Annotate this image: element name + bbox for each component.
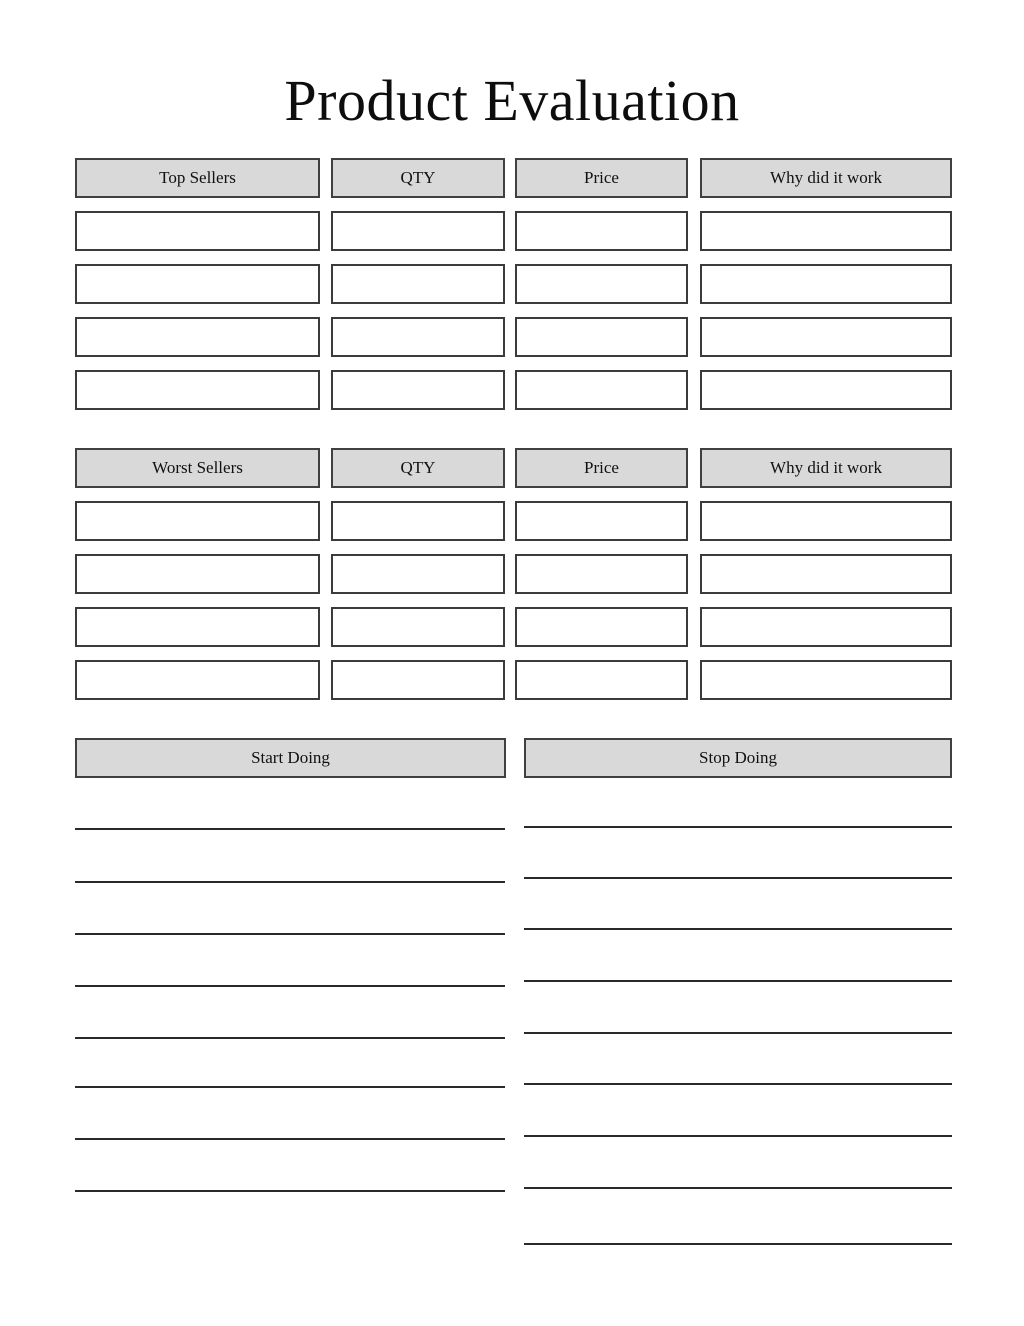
cell-qty[interactable] — [331, 264, 505, 304]
cell-price[interactable] — [515, 607, 688, 647]
cell-why-did-it-work[interactable] — [700, 370, 952, 410]
stop-doing-line[interactable] — [524, 1135, 952, 1137]
stop-doing-line[interactable] — [524, 928, 952, 930]
stop-doing-line[interactable] — [524, 877, 952, 879]
table-header-row — [75, 158, 952, 198]
table-row — [75, 607, 952, 647]
column-header-qty: QTY — [331, 158, 505, 198]
cell-price[interactable] — [515, 554, 688, 594]
cell-why-did-it-work[interactable] — [700, 660, 952, 700]
cell-price[interactable] — [515, 370, 688, 410]
cell-why-did-it-work[interactable] — [700, 211, 952, 251]
table-row — [75, 264, 952, 304]
cell-price[interactable] — [515, 264, 688, 304]
start-doing-line[interactable] — [75, 933, 505, 935]
cell-top-sellers[interactable] — [75, 370, 320, 410]
cell-why-did-it-work[interactable] — [700, 264, 952, 304]
table-row — [75, 554, 952, 594]
column-header-qty: QTY — [331, 448, 505, 488]
stop-doing-line[interactable] — [524, 826, 952, 828]
table-row — [75, 211, 952, 251]
worst-sellers-table — [75, 448, 952, 700]
cell-price[interactable] — [515, 211, 688, 251]
stop-doing-header: Stop Doing — [524, 738, 952, 778]
cell-worst-sellers[interactable] — [75, 554, 320, 594]
column-header-worst-sellers: Worst Sellers — [75, 448, 320, 488]
cell-qty[interactable] — [331, 370, 505, 410]
start-doing-line[interactable] — [75, 1086, 505, 1088]
cell-worst-sellers[interactable] — [75, 501, 320, 541]
cell-price[interactable] — [515, 660, 688, 700]
cell-top-sellers[interactable] — [75, 317, 320, 357]
start-doing-line[interactable] — [75, 828, 505, 830]
table-header-row — [75, 448, 952, 488]
stop-doing-line[interactable] — [524, 1032, 952, 1034]
column-header-price: Price — [515, 158, 688, 198]
stop-doing-line[interactable] — [524, 1083, 952, 1085]
cell-worst-sellers[interactable] — [75, 607, 320, 647]
cell-qty[interactable] — [331, 554, 505, 594]
start-doing-line[interactable] — [75, 1037, 505, 1039]
cell-qty[interactable] — [331, 501, 505, 541]
table-row — [75, 501, 952, 541]
stop-doing-line[interactable] — [524, 1187, 952, 1189]
cell-price[interactable] — [515, 317, 688, 357]
cell-price[interactable] — [515, 501, 688, 541]
start-doing-line[interactable] — [75, 881, 505, 883]
stop-doing-line[interactable] — [524, 1243, 952, 1245]
cell-qty[interactable] — [331, 607, 505, 647]
table-row — [75, 370, 952, 410]
start-doing-line[interactable] — [75, 1138, 505, 1140]
start-doing-header: Start Doing — [75, 738, 506, 778]
cell-worst-sellers[interactable] — [75, 660, 320, 700]
top-sellers-table — [75, 158, 952, 410]
cell-why-did-it-work[interactable] — [700, 317, 952, 357]
cell-why-did-it-work[interactable] — [700, 554, 952, 594]
cell-top-sellers[interactable] — [75, 211, 320, 251]
cell-top-sellers[interactable] — [75, 264, 320, 304]
start-doing-line[interactable] — [75, 985, 505, 987]
cell-qty[interactable] — [331, 317, 505, 357]
start-doing-line[interactable] — [75, 1190, 505, 1192]
cell-why-did-it-work[interactable] — [700, 607, 952, 647]
table-row — [75, 317, 952, 357]
cell-qty[interactable] — [331, 211, 505, 251]
column-header-why-did-it-work: Why did it work — [700, 448, 952, 488]
cell-why-did-it-work[interactable] — [700, 501, 952, 541]
stop-doing-line[interactable] — [524, 980, 952, 982]
page-title: Product Evaluation — [284, 68, 740, 133]
column-header-why-did-it-work: Why did it work — [700, 158, 952, 198]
cell-qty[interactable] — [331, 660, 505, 700]
table-row — [75, 660, 952, 700]
column-header-top-sellers: Top Sellers — [75, 158, 320, 198]
column-header-price: Price — [515, 448, 688, 488]
